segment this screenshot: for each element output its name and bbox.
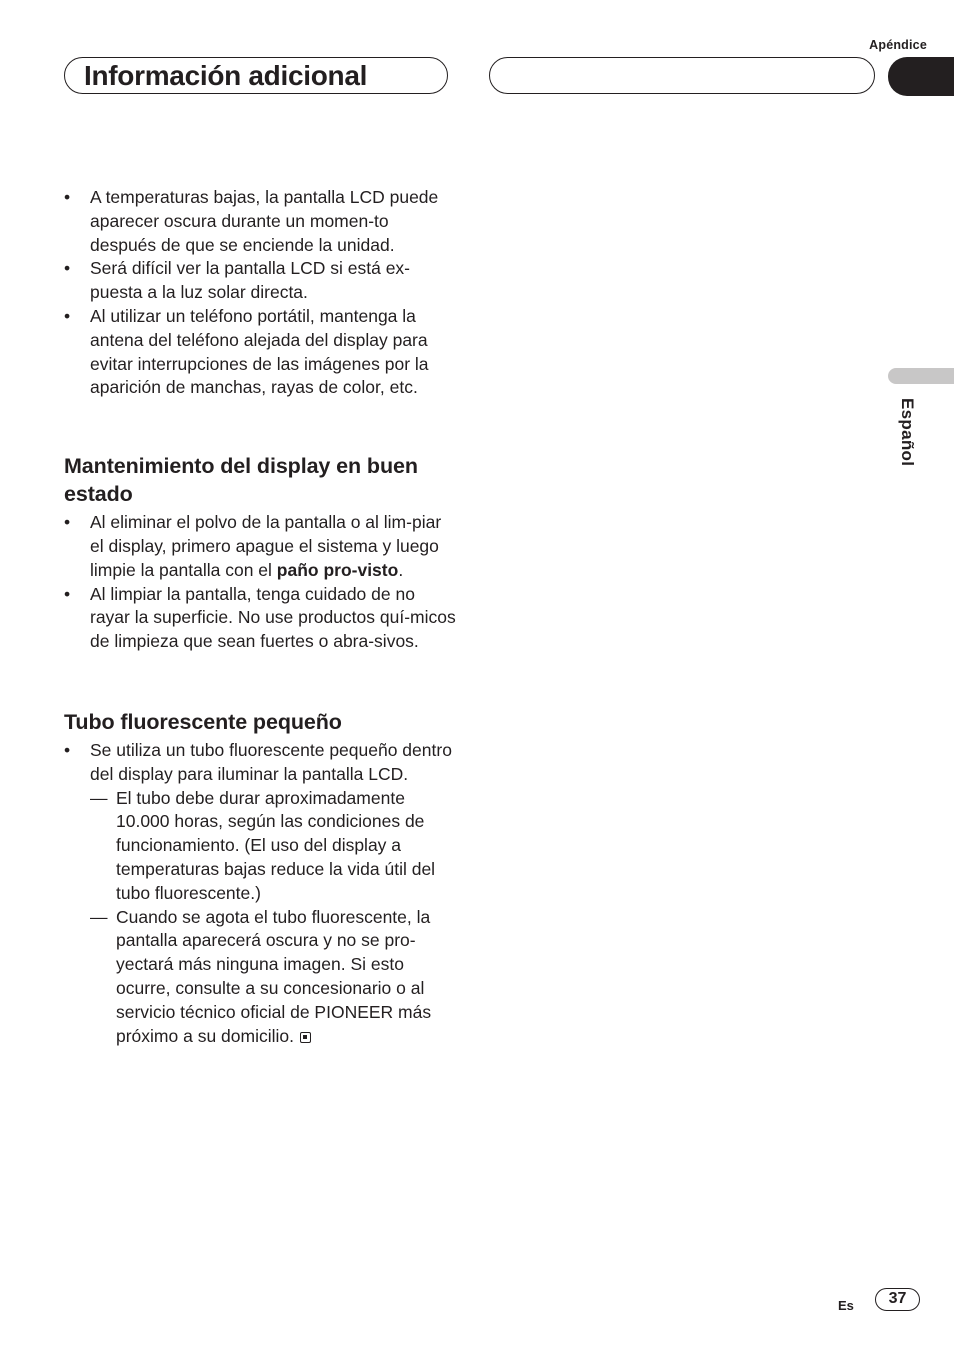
section-heading: Tubo fluorescente pequeño: [64, 709, 342, 734]
list-item: • Al utilizar un teléfono portátil, mantenga la antena del teléfono alejada del display para evitar interrupciones de las imágenes por la aparición de manchas, rayas de color, etc.: [64, 305, 456, 400]
list-item: • Al limpiar la pantalla, tenga cuidado de no rayar la superficie. No use productos quí-micos de limpieza que sean fuertes o abra-sivos.: [64, 583, 456, 654]
end-mark-icon: [300, 1032, 311, 1043]
list-item: • A temperaturas bajas, la pantalla LCD puede aparecer oscura durante un momen-to después de que se enciende la unidad.: [64, 186, 456, 257]
bullet-text: Se utiliza un tubo fluorescente pequeño dentro del display para iluminar la pantalla LCD.: [90, 739, 452, 784]
page-number: 37: [875, 1288, 920, 1311]
section-heading: Mantenimiento del display en buen estado: [64, 454, 418, 507]
bullet-text: Al eliminar el polvo de la pantalla o al lim-piar el display, primero apague el sistema y luego limpie la pantalla con el: [90, 512, 442, 580]
list-item: [64, 511, 456, 582]
tube-section: [64, 708, 456, 1048]
bullet-text-end: .: [398, 559, 404, 580]
language-tab: [888, 368, 954, 384]
sub-list: [90, 787, 456, 1049]
intro-list: [64, 186, 456, 400]
title-frame-right: [489, 57, 875, 94]
tube-list: [64, 739, 456, 1048]
section-label: Apéndice: [869, 38, 927, 52]
bold-term: paño pro-visto: [276, 559, 399, 580]
maintenance-section: [64, 452, 456, 654]
page-title: Información adicional: [84, 60, 368, 91]
sub-list-item: [90, 906, 456, 1049]
sub-list-item: — El tubo debe durar aproximadamente 10.000 horas, según las condiciones de funcionamiento. (El uso del display a temperaturas bajas reduce la vida útil del tubo fluorescente.): [90, 787, 456, 906]
list-item: [64, 739, 456, 1048]
maintenance-list: [64, 511, 456, 654]
main-column: [64, 186, 456, 1048]
sub-item-text: Cuando se agota el tubo fluorescente, la pantalla aparecerá oscura y no se pro-yectará más ninguna imagen. Si esto ocurre, consulte a su concesionario o al servicio técnico oficial de PIONEER más próximo a su domicilio.: [116, 906, 432, 1046]
side-language-label: Español: [898, 398, 917, 467]
chapter-tab: [888, 57, 954, 96]
list-item: • Será difícil ver la pantalla LCD si está ex-puesta a la luz solar directa.: [64, 257, 456, 305]
footer-language-code: Es: [838, 1298, 854, 1313]
